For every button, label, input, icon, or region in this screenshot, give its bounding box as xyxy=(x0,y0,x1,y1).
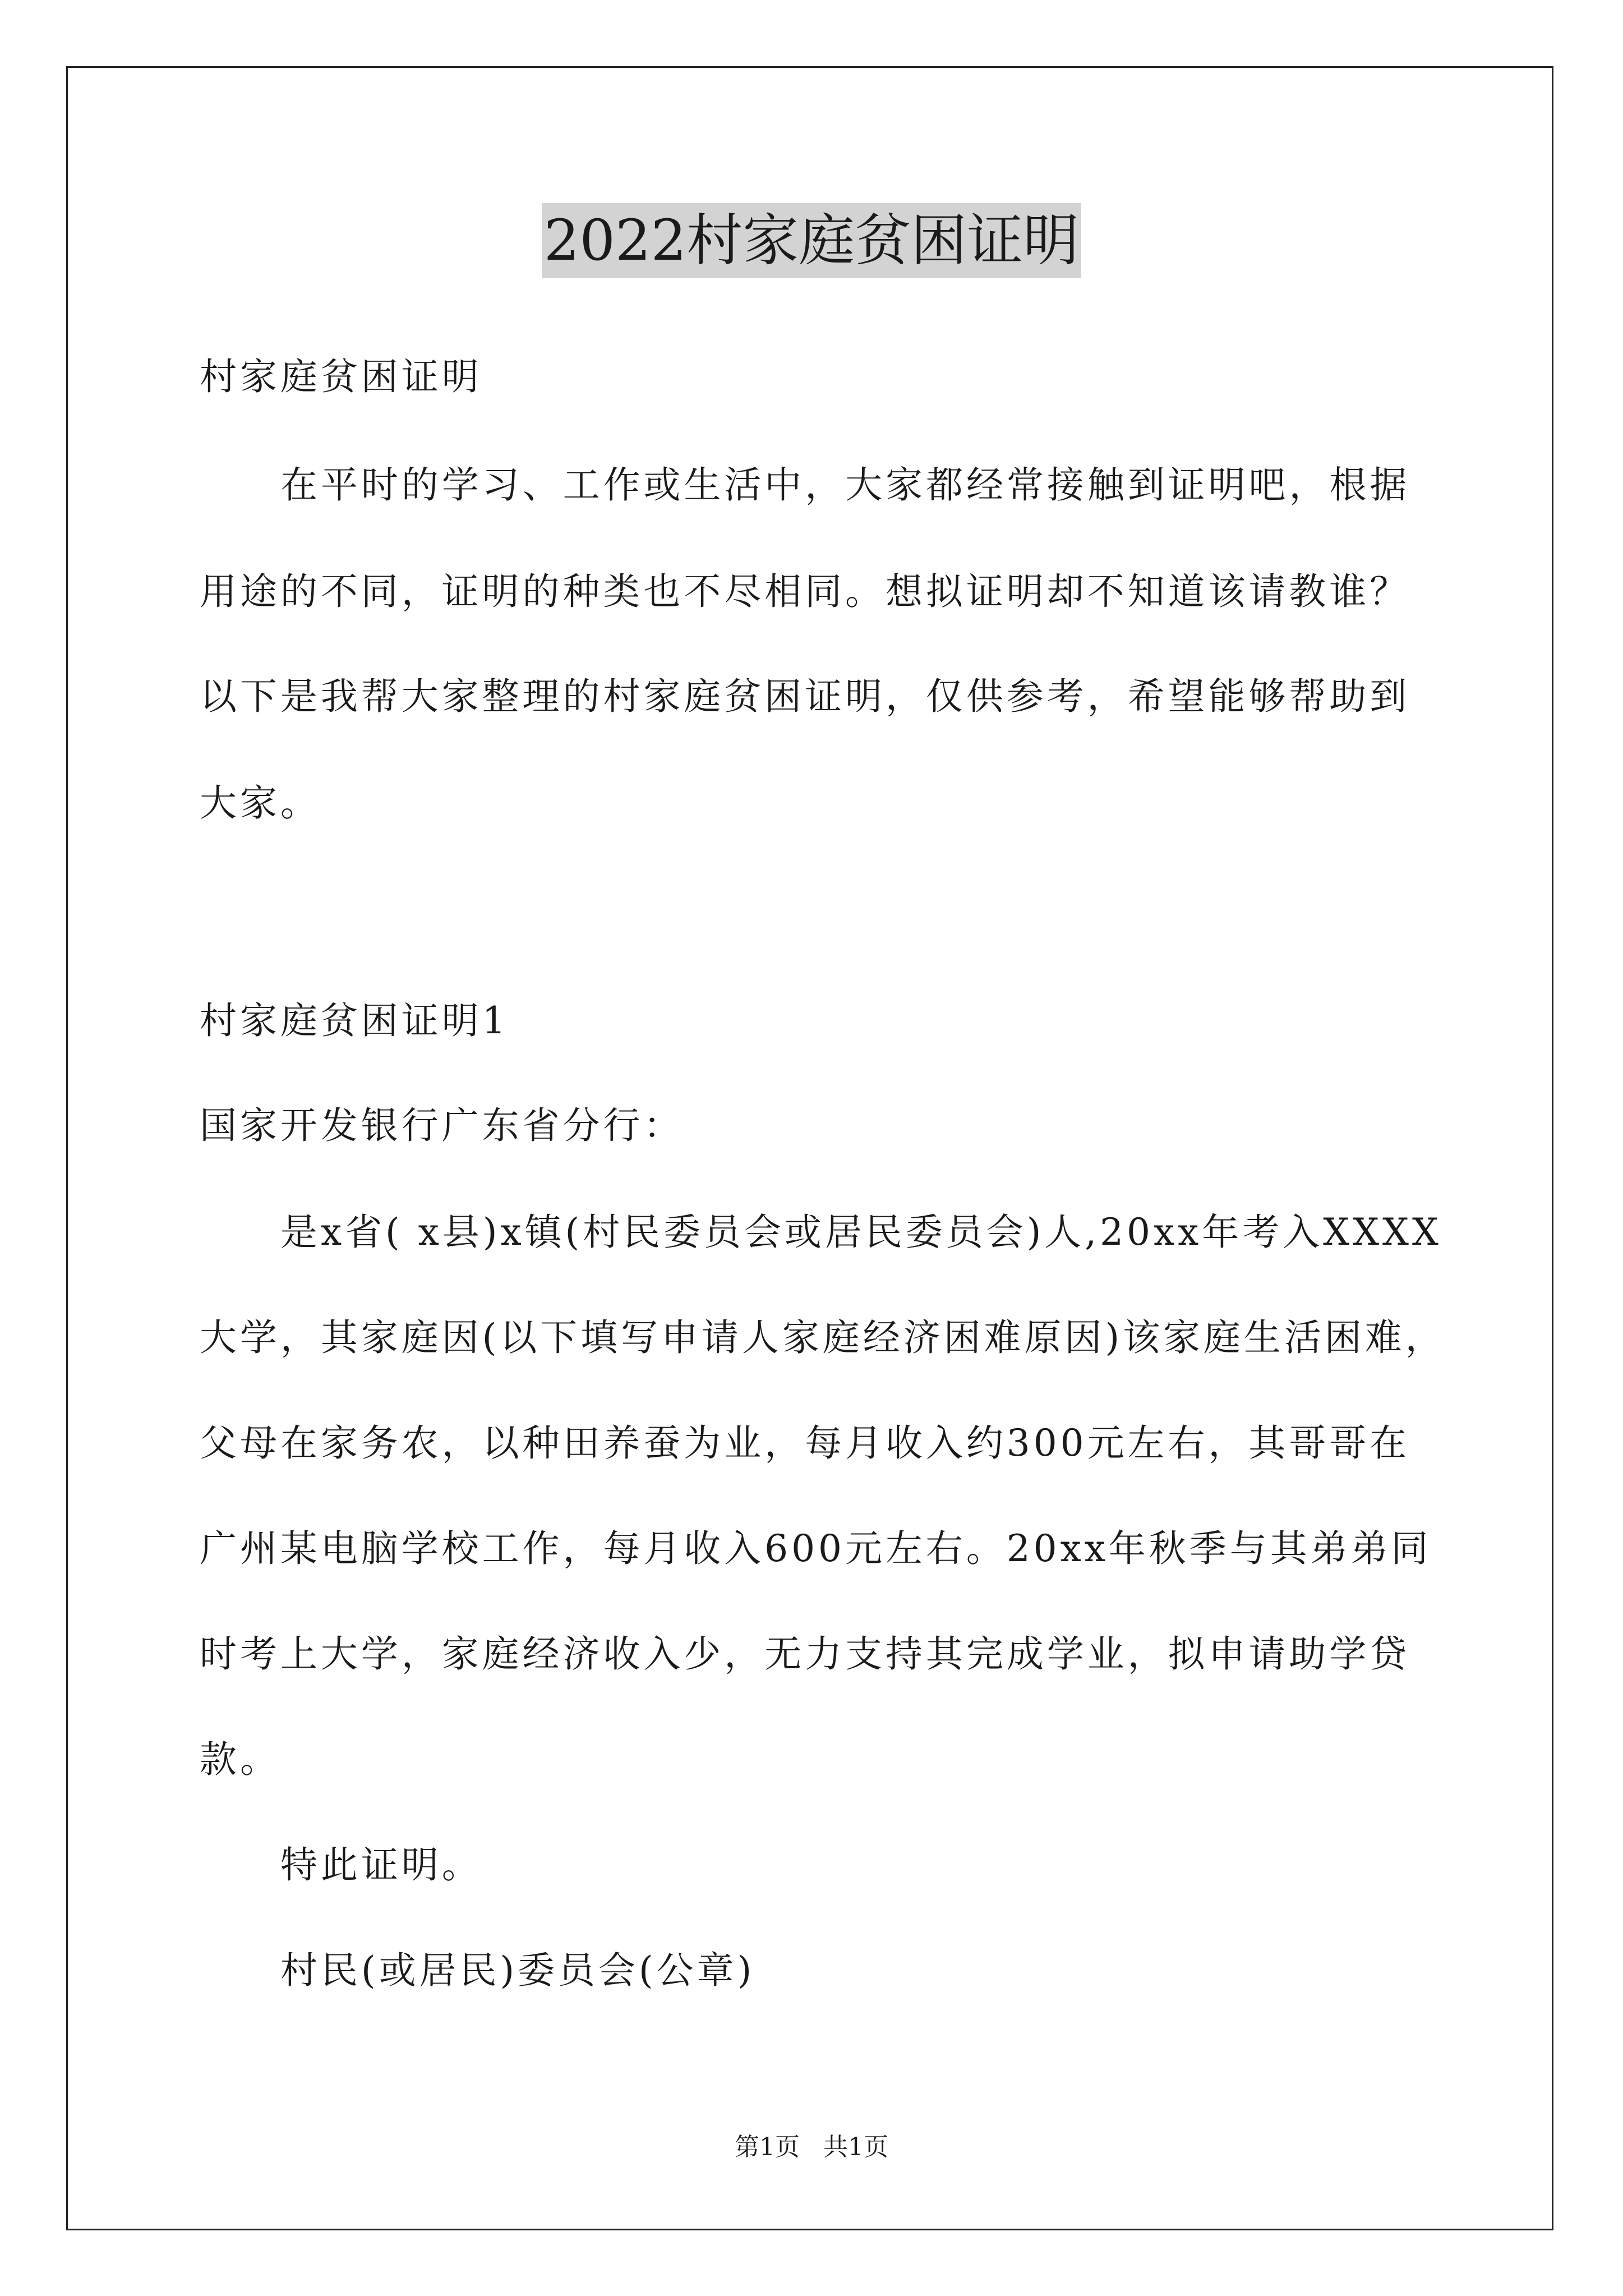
closing-text: 特此证明。 xyxy=(280,1843,482,1887)
body-line-6: 款。 xyxy=(200,1738,280,1781)
document-subtitle: 村家庭贫困证明 xyxy=(200,355,482,398)
document-title: 2022村家庭贫困证明 xyxy=(542,203,1082,278)
title-container xyxy=(0,203,1623,278)
signature-line: 村民(或居民)委员会(公章) xyxy=(280,1949,755,1992)
body-line-1: 是x省( x县)x镇(村民委员会或居民委员会)人,20xx年考入XXXX xyxy=(280,1211,1442,1254)
body-line-5: 时考上大学，家庭经济收入少，无力支持其完成学业，拟申请助学贷 xyxy=(200,1632,1410,1676)
intro-line-4: 大家。 xyxy=(200,781,321,825)
section-heading: 村家庭贫困证明1 xyxy=(200,999,509,1042)
intro-line-2: 用途的不同，证明的种类也不尽相同。想拟证明却不知道该请教谁？ xyxy=(200,570,1410,613)
intro-line-3: 以下是我帮大家整理的村家庭贫困证明，仅供参考，希望能够帮助到 xyxy=(200,675,1410,718)
page-number-footer: 第1页 共1页 xyxy=(735,2133,888,2161)
addressee: 国家开发银行广东省分行： xyxy=(200,1104,684,1147)
body-line-3: 父母在家务农，以种田养蚕为业，每月收入约300元左右，其哥哥在 xyxy=(200,1421,1410,1465)
body-line-4: 广州某电脑学校工作，每月收入600元左右。20xx年秋季与其弟弟同 xyxy=(200,1527,1432,1570)
intro-line-1: 在平时的学习、工作或生活中，大家都经常接触到证明吧，根据 xyxy=(280,463,1410,507)
body-line-2: 大学，其家庭因(以下填写申请人家庭经济困难原因)该家庭生活困难， xyxy=(200,1316,1446,1359)
